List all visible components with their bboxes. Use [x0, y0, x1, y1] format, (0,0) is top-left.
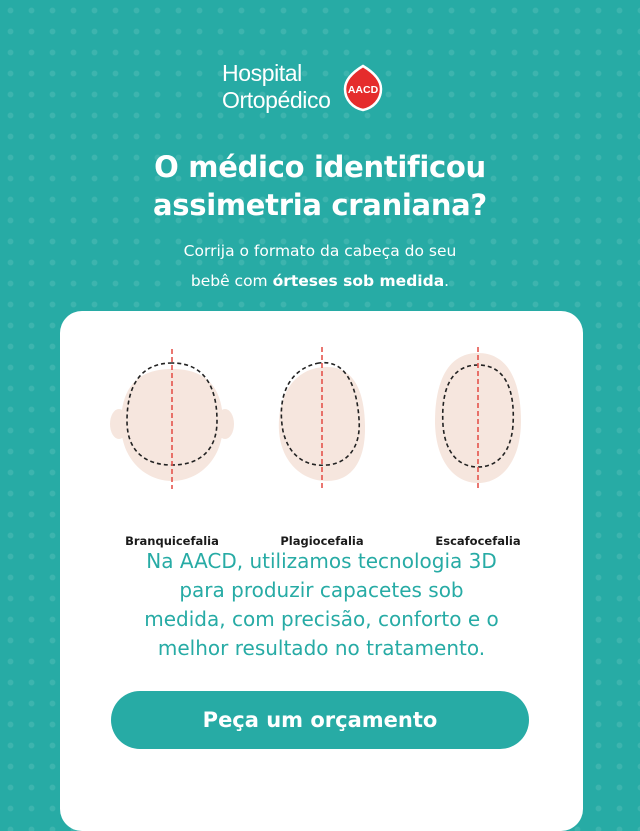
headline-line-1: O médico identificou [154, 150, 486, 184]
description-text [60, 547, 583, 663]
logo-line-2: Ortopédico [222, 87, 331, 113]
subtitle-emphasis: órteses sob medida [272, 272, 445, 290]
logo-wordmark [222, 60, 331, 114]
hospital-logo [222, 60, 385, 114]
condition-escafocefalia [403, 339, 553, 548]
description-line-3: medida, com precisão, conforto e o [144, 607, 499, 631]
logo-line-1: Hospital [222, 60, 302, 86]
subtitle [0, 236, 640, 296]
description-line-2: para produzir capacetes sob [179, 578, 464, 602]
subtitle-suffix: . [444, 272, 450, 290]
aacd-badge-icon [341, 64, 385, 112]
headline [0, 148, 640, 224]
condition-label: Branquicefalia [125, 534, 219, 548]
scaphocephaly-head-icon [403, 339, 553, 509]
subtitle-prefix: bebê com [190, 272, 273, 290]
plagiocephaly-head-icon [247, 339, 397, 509]
description-line-1: Na AACD, utilizamos tecnologia 3D [146, 549, 497, 573]
condition-label: Plagiocefalia [280, 534, 364, 548]
description-line-4: melhor resultado no tratamento. [157, 636, 486, 660]
brachycephaly-head-icon [97, 339, 247, 509]
condition-plagiocefalia [247, 339, 397, 548]
condition-label: Escafocefalia [435, 534, 521, 548]
subtitle-line-2 [0, 266, 640, 296]
badge-text: AACD [347, 84, 378, 96]
subtitle-line-1: Corrija o formato da cabeça do seu [183, 242, 457, 260]
condition-branquicefalia [97, 339, 247, 548]
request-quote-button[interactable]: Peça um orçamento [111, 691, 529, 749]
info-card [60, 311, 583, 831]
headline-line-2: assimetria craniana? [153, 188, 487, 222]
